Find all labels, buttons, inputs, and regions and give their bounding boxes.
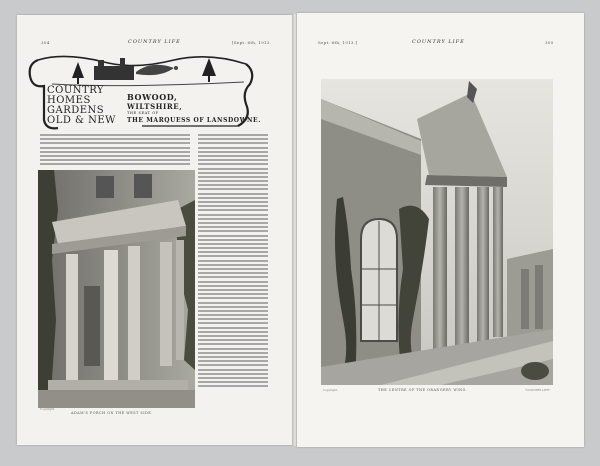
orangery-photo — [321, 79, 553, 385]
porch-photo-credit: Copyright. — [40, 407, 56, 411]
header-title-line-4: OLD & NEW — [47, 115, 116, 126]
orangery-photo-credit-left: Copyright. — [323, 388, 339, 392]
header-seat-of: THE SEAT OF — [127, 111, 159, 115]
orangery-photo-image — [321, 79, 553, 385]
left-text-column-top-left — [40, 134, 190, 170]
porch-photo — [38, 170, 195, 408]
header-title-line-3: GARDENS — [47, 105, 105, 116]
header-title-line-1: COUNTRY — [47, 85, 105, 96]
header-owner: THE MARQUESS OF LANSDOWNE. — [127, 117, 261, 124]
porch-photo-caption: ADAM'S PORCH ON THE WEST SIDE. — [71, 411, 153, 415]
right-running-title: COUNTRY LIFE — [412, 39, 465, 45]
orangery-photo-caption: THE CENTRE OF THE ORANGERY WING. — [378, 388, 468, 392]
header-title-line-2: HOMES — [47, 95, 91, 106]
left-date: [Sept. 6th, 1913. — [232, 40, 272, 45]
left-running-title: COUNTRY LIFE — [128, 39, 181, 45]
orangery-photo-credit-right: "COUNTRY LIFE" — [525, 388, 551, 392]
header-house-name: BOWOOD, — [127, 92, 178, 102]
header-county: WILTSHIRE, — [127, 102, 183, 111]
right-date: Sept. 6th, 1913.] — [318, 40, 358, 45]
porch-photo-image — [38, 170, 195, 408]
left-page-number: 304 — [41, 40, 50, 45]
right-page-number: 305 — [545, 40, 554, 45]
left-text-column-right — [198, 134, 268, 404]
